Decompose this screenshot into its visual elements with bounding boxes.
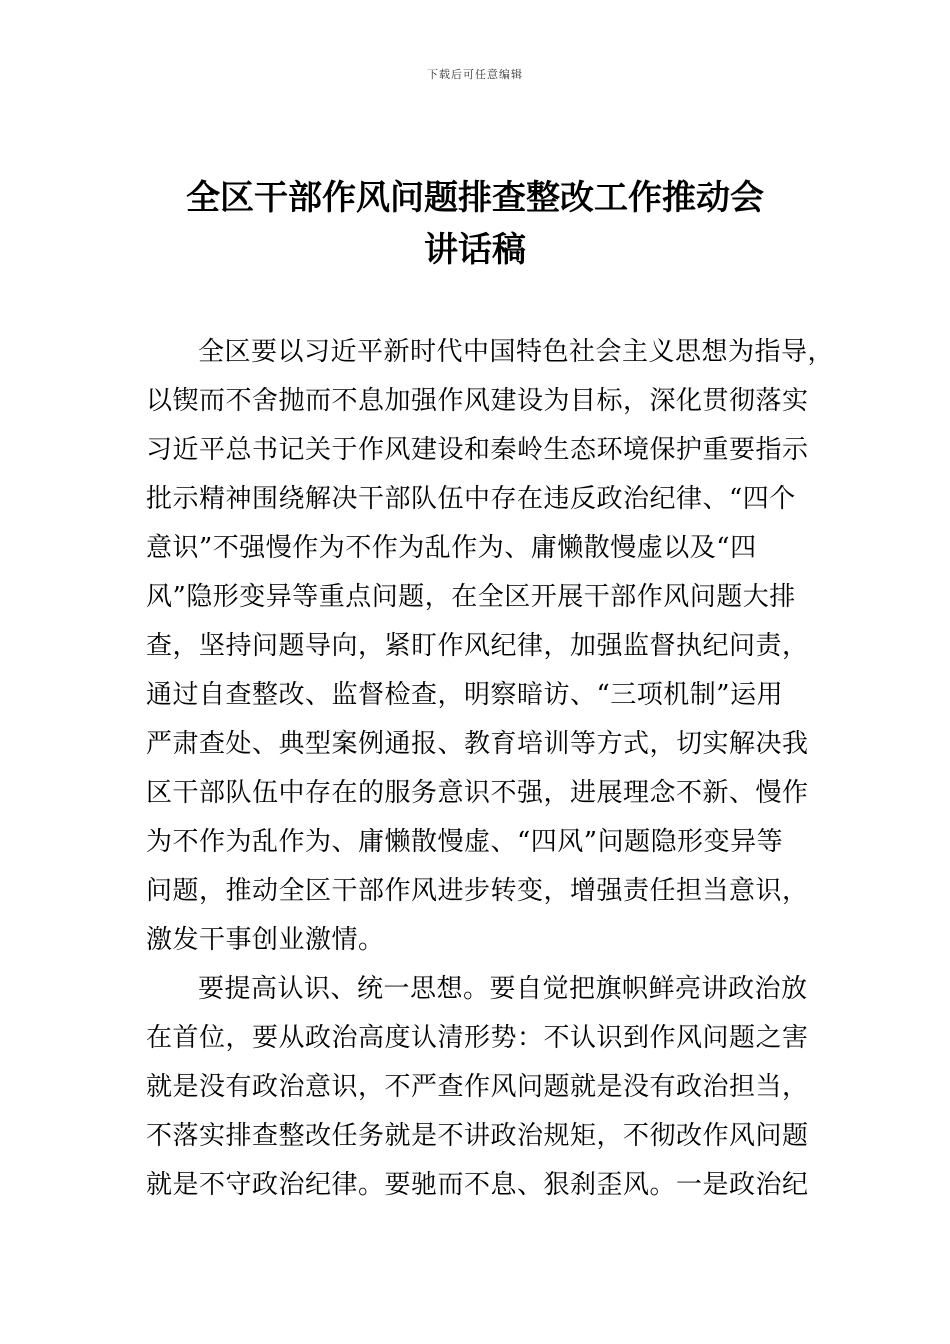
paragraph-1-line: 通过自查整改、监督检查，明察暗访、“三项机制”运用 <box>146 680 784 710</box>
paragraph-1-line: 风”隐形变异等重点问题，在全区开展干部作风问题大排 <box>146 582 796 612</box>
title-line-2: 讲话稿 <box>424 230 526 270</box>
paragraph-1-line: 严肃查处、典型案例通报、教育培训等方式，切实解决我 <box>146 729 809 759</box>
paragraph-2-line: 不落实排查整改任务就是不讲政治规矩，不彻改作风问题 <box>146 1121 809 1151</box>
document-title <box>0 172 950 276</box>
paragraph-1-line: 以锲而不舍抛而不息加强作风建设为目标，深化贯彻落实 <box>146 386 809 416</box>
paragraph-1-line: 习近平总书记关于作风建设和秦岭生态环境保护重要指示 <box>146 435 809 465</box>
paragraph-2-line: 要提高认识、统一思想。要自觉把旗帜鲜亮讲政治放 <box>198 974 808 1004</box>
paragraph-1-line: 区干部队伍中存在的服务意识不强，进展理念不新、慢作 <box>146 778 809 808</box>
document-body <box>146 328 835 1210</box>
title-line-1: 全区干部作风问题排查整改工作推动会 <box>186 178 764 218</box>
paragraph-1-line: 问题，推动全区干部作风进步转变，增强责任担当意识， <box>146 876 809 906</box>
paragraph-2-line: 就是不守政治纪律。要驰而不息、狠刹歪风。一是政治纪 <box>146 1170 809 1200</box>
paragraph-1-line: 意识”不强慢作为不作为乱作为、庸懒散慢虚以及“四 <box>146 533 757 563</box>
paragraph-2-line: 在首位，要从政治高度认清形势：不认识到作风问题之害 <box>146 1023 809 1053</box>
paragraph-1-line: 全区要以习近平新时代中国特色社会主义思想为指导， <box>198 337 835 367</box>
paragraph-1-line: 激发干事创业激情。 <box>146 925 385 955</box>
header-note: 下载后可任意编辑 <box>427 68 523 81</box>
paragraph-1-line: 批示精神围绕解决干部队伍中存在违反政治纪律、“四个 <box>146 484 796 514</box>
paragraph-1-line: 为不作为乱作为、庸懒散慢虚、“四风”问题隐形变异等 <box>146 827 784 857</box>
paragraph-2-line: 就是没有政治意识，不严查作风问题就是没有政治担当， <box>146 1072 809 1102</box>
paragraph-1-line: 查，坚持问题导向，紧盯作风纪律，加强监督执纪问责， <box>146 631 809 661</box>
